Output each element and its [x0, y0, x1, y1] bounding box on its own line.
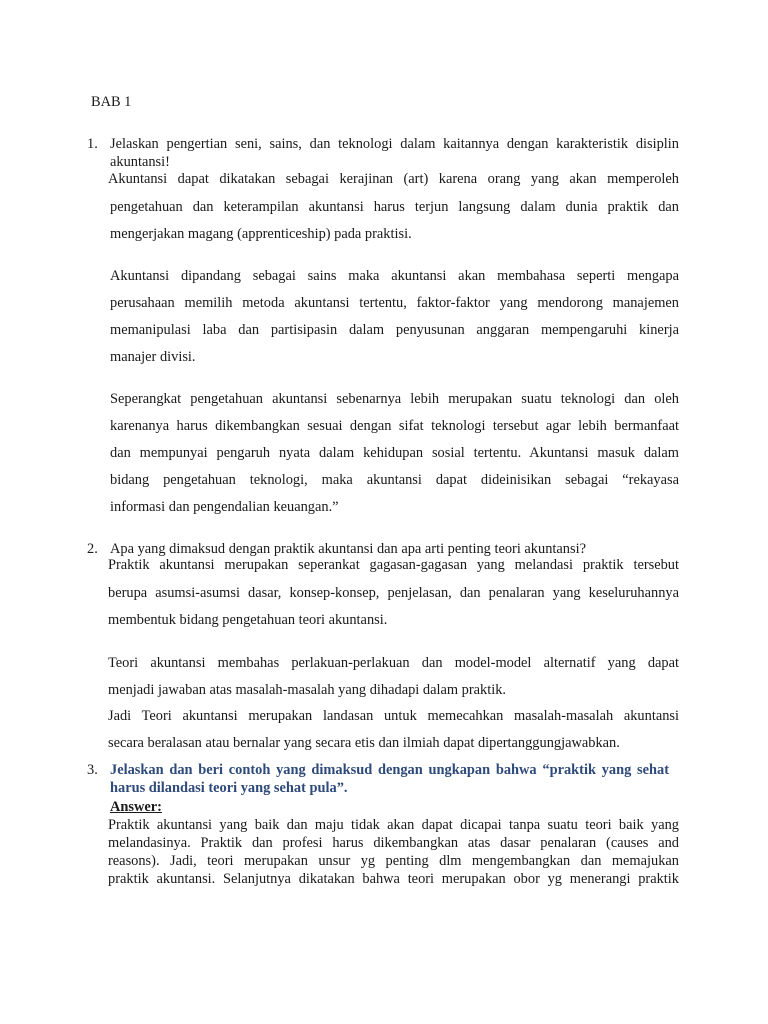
q2-para1-line-2: berupa asumsi-asumsi dasar, konsep-konsep, penjelasan, dan penalaran yang keseluruhannya [108, 585, 679, 601]
q1-para2-line-1: Akuntansi dipandang sebagai sains maka akuntansi akan membahasa seperti mengapa [110, 268, 679, 284]
q1-para1-line-1: Akuntansi dapat dikatakan sebagai kerajinan (art) karena orang yang akan memperoleh [108, 171, 679, 187]
q2-para1-line-1: Praktik akuntansi merupakan seperankat gagasan-gagasan yang melandasi praktik tersebut [108, 557, 679, 573]
q3-number: 3. [87, 762, 98, 778]
q1-para3-line-3: dan mempunyai pengaruh nyata dalam kehidupan sosial tertentu. Akuntansi masuk dalam [110, 445, 679, 461]
q3-answer-line-4: praktik akuntansi. Selanjutnya dikatakan bahwa teori merupakan obor yg menerangi praktik [108, 871, 679, 887]
answer-label: Answer: [110, 799, 162, 815]
q2-number: 2. [87, 541, 98, 557]
q2-para1-line-3: membentuk bidang pengetahuan teori akuntansi. [108, 612, 388, 628]
q2-para2-line-2: menjadi jawaban atas masalah-masalah yang dihadapi dalam praktik. [108, 682, 506, 698]
q1-para2-line-3: memanipulasi laba dan partisipasin dalam penyusunan anggaran mempengaruhi kinerja [110, 322, 679, 338]
q2-para3-line-2: secara beralasan atau bernalar yang secara etis dan ilmiah dapat dipertanggungjawabkan. [108, 735, 620, 751]
q1-para3-line-5: informasi dan pengendalian keuangan.” [110, 499, 339, 515]
q1-para1-line-3: mengerjakan magang (apprenticeship) pada praktisi. [110, 226, 412, 242]
q1-para3-line-1: Seperangkat pengetahuan akuntansi sebenarnya lebih merupakan suatu teknologi dan oleh [110, 391, 679, 407]
q1-question-line-2: akuntansi! [110, 154, 170, 170]
q3-answer-line-3: reasons). Jadi, teori merupakan unsur yg penting dlm mengembangkan dan memajukan [108, 853, 679, 869]
q3-answer-line-2: melandasinya. Praktik dan profesi harus dikembangkan atas dasar penalaran (causes and [108, 835, 679, 851]
q1-para3-line-4: bidang pengetahuan teknologi, maka akuntansi dapat dideinisikan sebagai “rekayasa [110, 472, 679, 488]
q1-number: 1. [87, 136, 98, 152]
q3-question-line-1: Jelaskan dan beri contoh yang dimaksud dengan ungkapan bahwa “praktik yang sehat [110, 762, 669, 778]
q3-question-line-2: harus dilandasi teori yang sehat pula”. [110, 780, 348, 796]
q1-para3-line-2: karenanya harus dikembangkan sesuai dengan sifat teknologi tersebut agar lebih bermanfaat [110, 418, 679, 434]
q1-question-line-1: Jelaskan pengertian seni, sains, dan teknologi dalam kaitannya dengan karakteristik disiplin [110, 136, 679, 152]
q2-para3-line-1: Jadi Teori akuntansi merupakan landasan untuk memecahkan masalah-masalah akuntansi [108, 708, 679, 724]
q2-question: Apa yang dimaksud dengan praktik akuntansi dan apa arti penting teori akuntansi? [110, 541, 586, 557]
q1-para2-line-4: manajer divisi. [110, 349, 196, 365]
chapter-heading: BAB 1 [91, 94, 132, 110]
q2-para2-line-1: Teori akuntansi membahas perlakuan-perlakuan dan model-model alternatif yang dapat [108, 655, 679, 671]
q1-para1-line-2: pengetahuan dan keterampilan akuntansi harus terjun langsung dalam dunia praktik dan [110, 199, 679, 215]
q1-para2-line-2: perusahaan memilih metoda akuntansi tertentu, faktor-faktor yang mendorong manajemen [110, 295, 679, 311]
q3-answer-line-1: Praktik akuntansi yang baik dan maju tidak akan dapat dicapai tanpa suatu teori baik yang [108, 817, 679, 833]
